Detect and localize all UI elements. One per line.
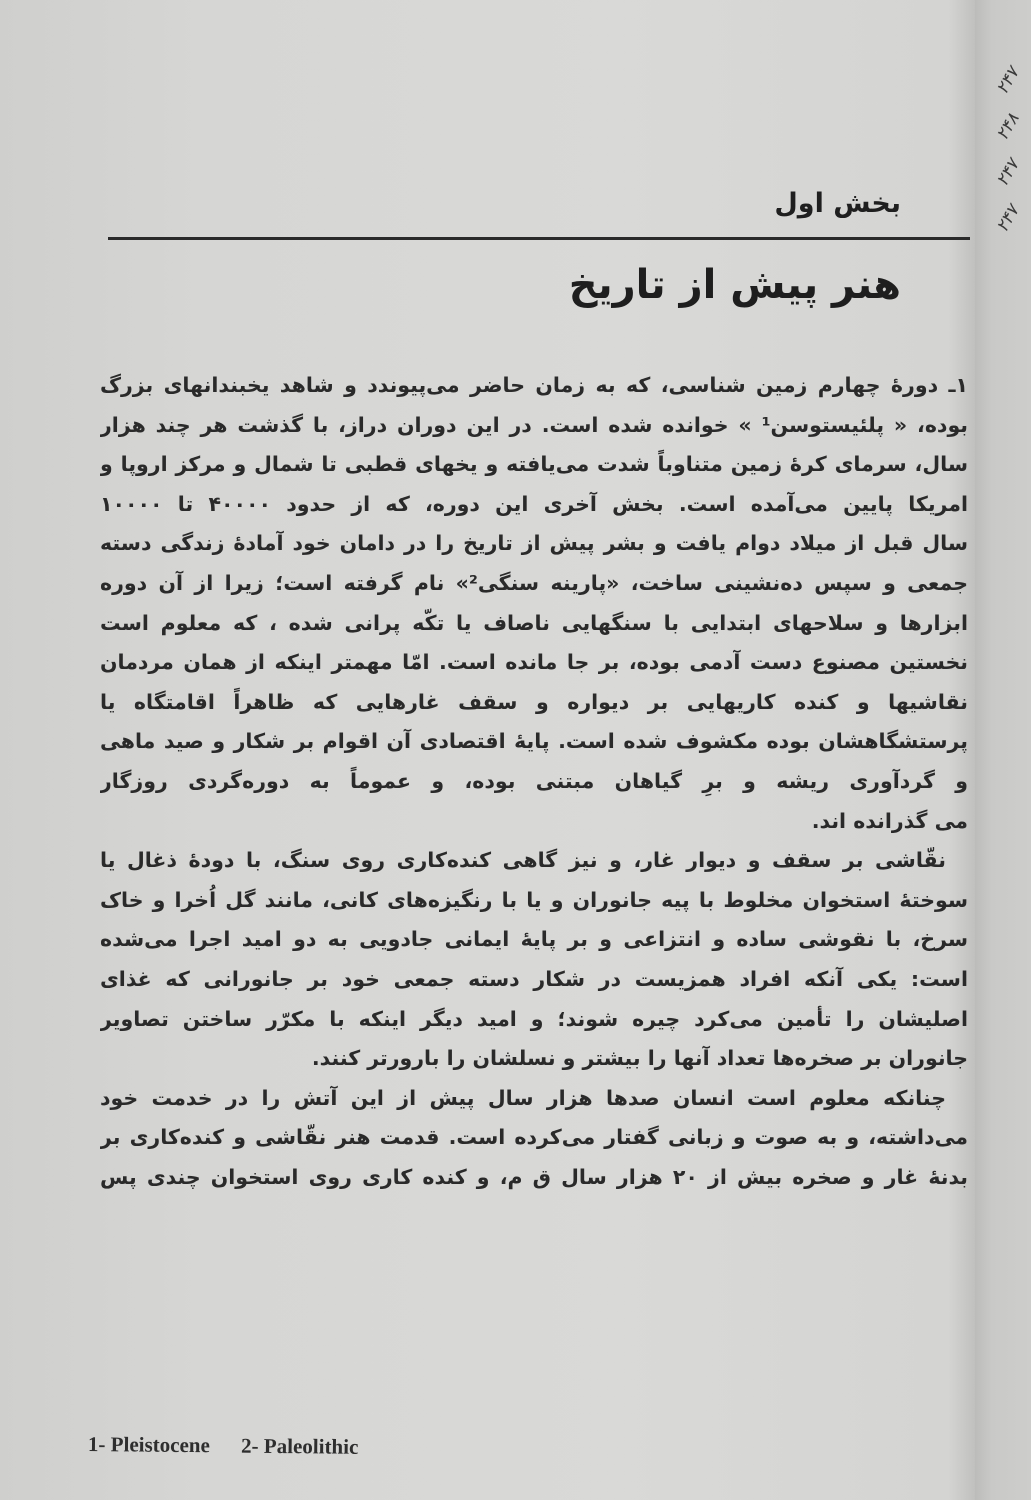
margin-note: ۲۴۷ (992, 202, 1024, 236)
text-line: نخستین مصنوع دست آدمی بوده، بر جا مانده است. امّا مهمتر اینکه از همان مردمان (100, 650, 968, 675)
text-line: بوده، « پلئیستوسن¹ » خوانده شده است. در این دوران دراز، با گذشت هر چند هزار (100, 412, 968, 437)
text-line: ابزارها و سلاحهای ابتدایی با سنگهایی ناصاف یا تکّه پرانی شده ، که معلوم است (100, 610, 968, 635)
margin-note: ۲۴۷ (992, 64, 1024, 98)
footnote-2: 2- Paleolithic (240, 1433, 359, 1459)
text-line: سرخ، با نقوشی ساده و انتزاعی و بر پایهٔ ایمانی جادویی به دو امید اجرا می‌شده (100, 927, 968, 952)
text-line: پرستشگاهشان بوده مکشوف شده است. پایهٔ اقتصادی آن اقوام بر شکار و صید ماهی (100, 729, 968, 754)
text-line: امریکا پایین می‌آمده است. بخش آخری این دوره، که از حدود ۴۰۰۰۰ تا ۱۰۰۰۰ (100, 491, 968, 516)
text-line: سوختهٔ استخوان مخلوط با پیه جانوران و یا با رنگیزه‌های کانی، مانند گل اُخرا و خاک (100, 887, 968, 912)
text-line: نقّاشی بر سقف و دیوار غار، و نیز گاهی کنده‌کاری روی سنگ، با دودهٔ ذغال یا (100, 848, 946, 873)
text-line: بدنهٔ غار و صخره بیش از ۲۰ هزار سال ق م، و کنده کاری روی استخوان چندی پس (100, 1164, 968, 1189)
text-line: سال قبل از میلاد دوام یافت و بشر پیش از تاریخ را در دامان خود آمادهٔ زندگی دسته (100, 531, 968, 556)
footnote-1: 1- Pleistocene (87, 1432, 210, 1458)
chapter-title: هنر پیش از تاریخ (568, 262, 901, 308)
text-line: است: یکی آنکه افراد همزیست در شکار دسته جمعی خود بر جانورانی که غذای (100, 966, 968, 991)
text-line: جمعی و سپس ده‌نشینی ساخت، «پارینه سنگی²» نام گرفته است؛ زیرا از آن دوره (100, 570, 968, 595)
text-line: اصلیشان را تأمین می‌کرد چیره شوند؛ و امید دیگر اینکه با مکرّر ساختن تصاویر (100, 1006, 968, 1031)
margin-note: ۲۴۸ (992, 110, 1024, 144)
text-line: نقاشیها و کنده کاریهایی بر دیواره و سقف غارهایی که ظاهراً اقامتگاه یا (100, 689, 968, 714)
section-label: بخش اول (774, 188, 901, 219)
margin-note: ۲۴۷ (992, 156, 1024, 190)
body-text (100, 366, 968, 1197)
text-line: می‌داشته، و به صوت و زبانی گفتار می‌کرده است. قدمت هنر نقّاشی و کنده‌کاری بر (100, 1125, 968, 1150)
section-divider (108, 237, 970, 240)
text-line: چنانکه معلوم است انسان صدها هزار سال پیش از این آتش را در خدمت خود (100, 1085, 946, 1110)
footnotes (88, 1432, 385, 1460)
handwritten-margin-notes (990, 58, 1026, 242)
text-line: می گذرانده اند. (811, 808, 968, 833)
text-line: و گردآوری ریشه و برِ گیاهان مبتنی بوده، و عموماً به دوره‌گردی روزگار (100, 768, 968, 793)
text-line: جانوران بر صخره‌ها تعداد آنها را بیشتر و نسلشان را بارورتر کنند. (311, 1046, 968, 1071)
text-line: سال، سرمای کرهٔ زمین متناوباً شدت می‌یافته و یخهای قطبی تا شمال و مرکز اروپا و (100, 452, 968, 477)
text-line: ۱ـ دورهٔ چهارم زمین شناسی، که به زمان حاضر می‌پیوندد و شاهد یخبندانهای بزرگ (100, 373, 968, 397)
